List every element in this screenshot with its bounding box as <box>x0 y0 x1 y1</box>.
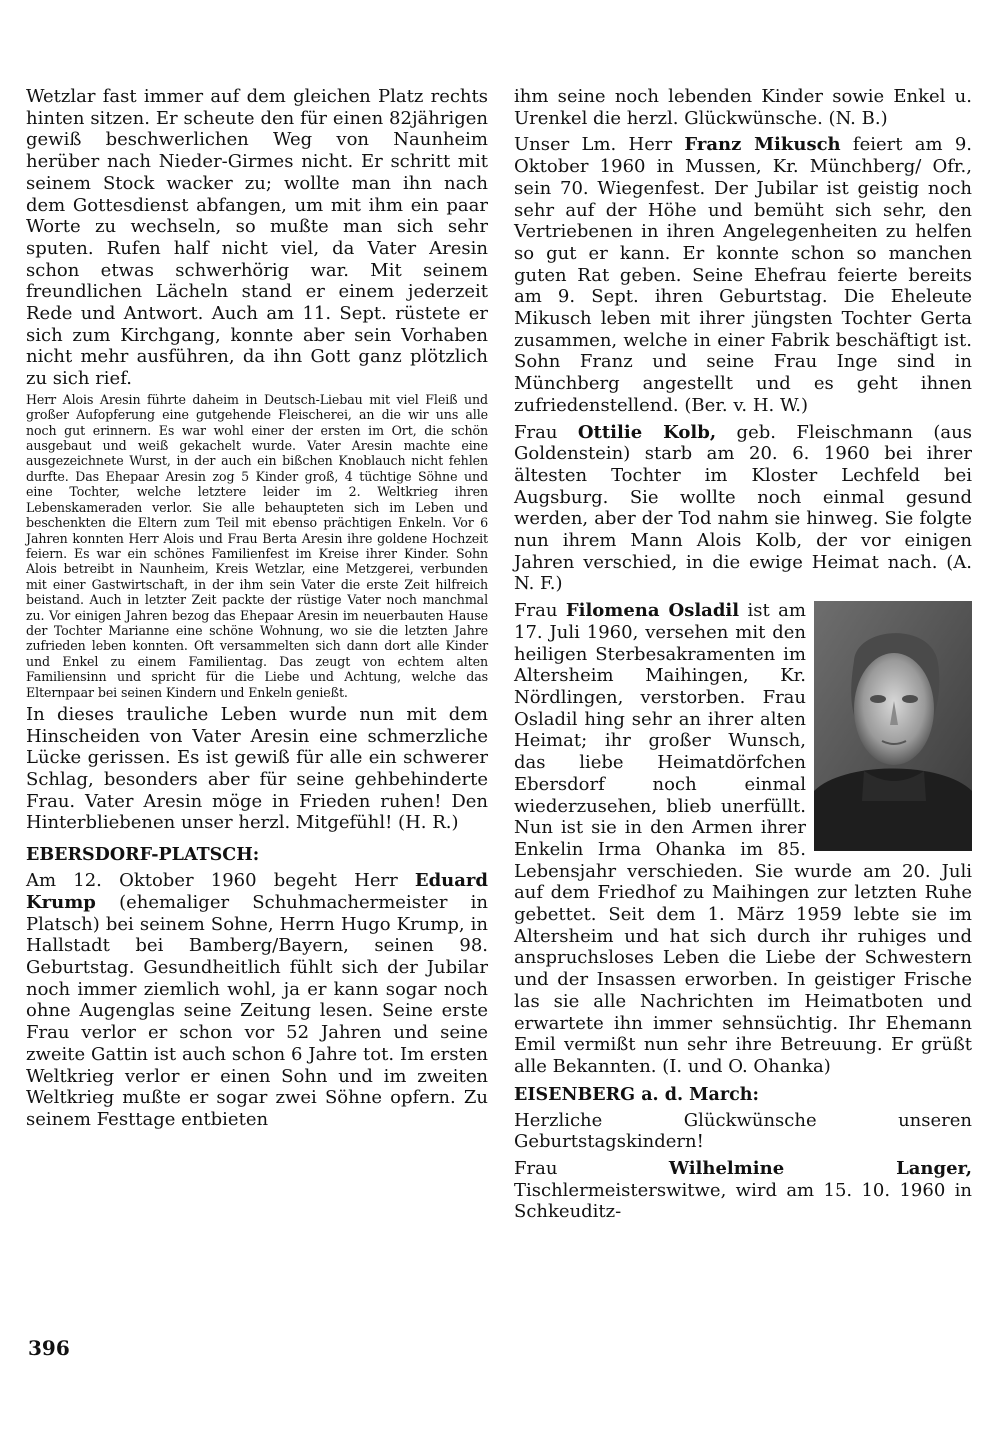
person-name-kolb: Ottilie Kolb, <box>577 421 717 443</box>
page-number: 396 <box>28 1336 70 1360</box>
paragraph-osladil: Frau Filomena Osladil ist am 17. Juli 1960, versehen mit den heiligen Sterbesakramenten im Altersheim Maihingen, Kr. Nördlingen, verstorben. Frau Osladil hing sehr an ihrer alten Heimat; ihr großer Wunsch, das liebe Heimatdörfchen Ebersdorf noch einmal wiederzusehen, blieb unerfüllt. Nun ist sie in den Armen ihrer Enkelin Irma Ohanka im 85. Lebensjahr verschieden. Sie wurde am 20. Juli auf dem Friedhof zu Maihingen zur letzten Ruhe gebettet. Seit dem 1. März 1959 lebte sie im Altersheim und hat sich durch ihr ruhiges und anspruchsloses Leben die Liebe der Schwestern und der Insassen erworben. In geistiger Frische las sie alle Nachrichten im Heimatboten und erwartete ihn immer sehnsüchtig. Ihr Ehemann Emil vermißt nun sehr ihre Betreuung. Er grüßt alle Bekannten. (I. und O. Ohanka) <box>514 600 972 1077</box>
person-name-langer: Wilhelmine Langer, <box>668 1158 973 1180</box>
person-name-osladil: Filomena Osladil <box>565 600 740 622</box>
paragraph-aresin-intro: Wetzlar fast immer auf dem gleichen Platz rechts hinten sitzen. Er scheute den für einen 82jährigen gewiß beschwerlichen Weg von Naunheim herüber nach Nieder-Girmes nicht. Er schritt mit seinem Stock wacker zu; wollte man ihn nach dem Gottesdienst abfangen, um mit ihm ein paar Worte zu wechseln, so mußte man sich sehr sputen. Rufen half nicht viel, da Vater Aresin schon etwas schwerhörig war. Mit seinem freundlichen Lächeln stand er einem jederzeit Rede und Antwort. Auch am 11. Sept. rüstete er sich zum Kirchgang, konnte aber sein Vorhaben nicht mehr ausführen, da ihn Gott ganz plötzlich zu sich rief. <box>26 86 488 390</box>
paragraph-krump-continued: ihm seine noch lebenden Kinder sowie Enkel u. Urenkel die herzl. Glückwünsche. (N. B.) <box>514 86 972 129</box>
right-column <box>514 86 972 1223</box>
portrait-photo <box>814 601 972 851</box>
section-heading-eisenberg: EISENBERG a. d. March: <box>514 1084 759 1105</box>
portrait-image-icon <box>814 601 972 851</box>
paragraph-aresin-biography: Herr Alois Aresin führte daheim in Deutsch-Liebau mit viel Fleiß und großer Aufopferung eine gutgehende Fleischerei, an die wir uns alle noch gut erinnern. Es war wohl einer der ersten im Ort, die schön ausgebaut und weiß gekachelt wurde. Vater Aresin machte eine ausgezeichnete Wurst, in der auch ein bißchen Knoblauch nicht fehlen durfte. Das Ehepaar Aresin zog 5 Kinder groß, 4 tüchtige Söhne und eine Tochter, welche letztere leider im 2. Weltkrieg ihren Lebenskameraden verlor. Sie alle behaupteten sich im Leben und beschenkten die Eltern zum Teil mit ebenso prächtigen Enkeln. Vor 6 Jahren konnten Herr Alois und Frau Berta Aresin ihre goldene Hochzeit feiern. Es war ein schönes Familienfest im Kreise ihrer Kinder. Sohn Alois betreibt in Naunheim, Kreis Wetzlar, eine Metzgerei, verbunden mit einer Gastwirtschaft, in der ihm sein Vater die erste Zeit hilfreich beistand. Auch in letzter Zeit packte der rüstige Vater noch manchmal zu. Vor einigen Jahren bezog das Ehepaar Aresin im neuerbauten Hause der Tochter Marianne eine schöne Wohnung, wo sie die letzten Jahre zufrieden leben konnten. Oft versammelten sich dann dort alle Kinder und Enkel zu einem Familientag. Das zeugt von echtem alten Familiensinn und spricht für die Liebe und Achtung, welche das Elternpaar bei seinen Kindern und Enkeln genießt. <box>26 391 488 700</box>
section-heading-ebersdorf-platsch: EBERSDORF-PLATSCH: <box>26 845 260 866</box>
person-name-krump: Eduard Krump <box>26 870 488 913</box>
person-name-mikusch: Franz Mikusch <box>684 134 841 156</box>
paragraph-aresin-condolence: In dieses trauliche Leben wurde nun mit dem Hinscheiden von Vater Aresin eine schmerzliche Lücke gerissen. Es ist gewiß für alle ein schwerer Schlag, besonders aber für seine gehbehinderte Frau. Vater Aresin möge in Frieden ruhen! Den Hinterbliebenen unser herzl. Mitgefühl! (H. R.) <box>26 703 488 834</box>
paragraph-langer: Frau Wilhelmine Langer, Tischlermeisterswitwe, wird am 15. 10. 1960 in Schkeuditz- <box>514 1158 973 1223</box>
paragraph-greetings: Herzliche Glückwünsche unseren Geburtstagskindern! <box>514 1109 972 1153</box>
left-column <box>26 86 488 1131</box>
paragraph-krump: Am 12. Oktober 1960 begeht Herr Eduard Krump (ehemaliger Schuhmachermeister in Platsch) bei seinem Sohne, Herrn Hugo Krump, in Hallstadt bei Bamberg/Bayern, seinen 98. Geburtstag. Gesundheitlich fühlt sich der Jubilar noch immer ziemlich wohl, ja er kann sogar noch ohne Augenglas seine Zeitung lesen. Seine erste Frau verlor er schon vor 52 Jahren und seine zweite Gattin ist auch schon 6 Jahre tot. Im ersten Weltkrieg verlor er einen Sohn und im zweiten Weltkrieg mußte er sogar zwei Söhne opfern. Zu seinem Festtage entbieten <box>26 870 488 1130</box>
paragraph-mikusch: Unser Lm. Herr Franz Mikusch feiert am 9. Oktober 1960 in Mussen, Kr. Münchberg/ Ofr., sein 70. Wiegenfest. Der Jubilar ist geistig noch sehr auf der Höhe und bemüht sich sehr, den Vertriebenen in ihren Angelegenheiten zu helfen so gut er kann. Er konnte schon so manchen guten Rat geben. Seine Ehefrau feierte bereits am 9. Sept. ihren Geburtstag. Die Eheleute Mikusch leben mit ihrer jüngsten Tochter Gerta zusammen, welche in einer Fabrik beschäftigt ist. Sohn Franz und seine Frau Inge sind in Münchberg angestellt und es geht ihnen zufriedenstellend. (Ber. v. H. W.) <box>514 134 973 416</box>
paragraph-kolb: Frau Ottilie Kolb, geb. Fleischmann (aus Goldenstein) starb am 20. 6. 1960 bei ihrer ältesten Tochter im Kloster Lechfeld bei Augsburg. Sie wollte noch einmal gesund werden, aber der Tod nahm sie hinweg. Sie folgte nun ihrem Mann Alois Kolb, der vor einigen Jahren verschied, in die ewige Heimat nach. (A. N. F.) <box>514 421 972 595</box>
